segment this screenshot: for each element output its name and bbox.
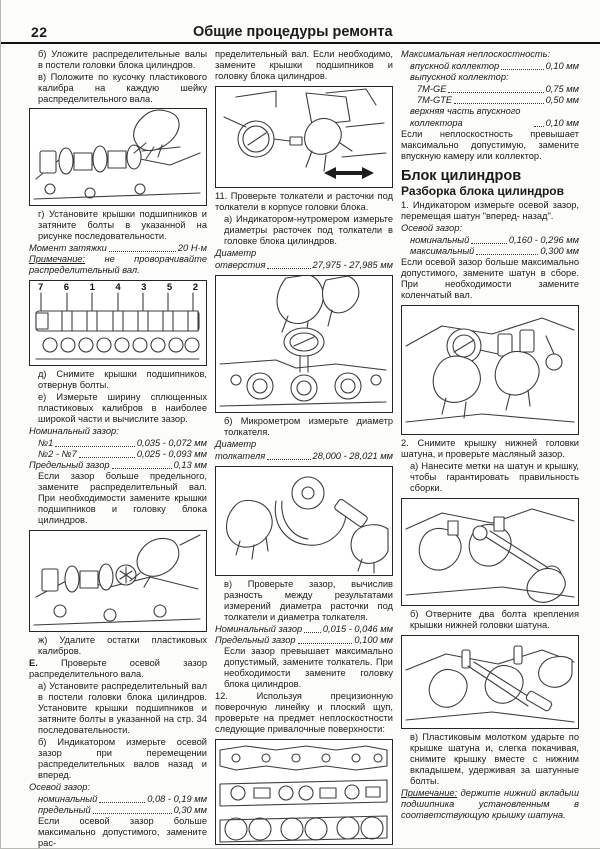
section-heading: Блок цилиндров [401, 167, 522, 184]
dotted-leader [267, 459, 310, 460]
paragraph: е) Измерьте ширину сплющенных пластиковых калибров в наиболее широкой части и вычислите зазор. [38, 391, 207, 424]
spec-heading: Максимальная неплоскостность: [401, 49, 551, 59]
paragraph: а) Нанесите метки на шатун и крышку, чтобы гарантировать правильность сборки. [410, 461, 579, 493]
illustration-remove-plastigage [29, 530, 207, 632]
paragraph: 11. Проверьте толкатели и расточки под толкатели в корпусе головки блока. [215, 190, 393, 212]
illustration-rod-endplay-measurement [401, 305, 579, 435]
paragraph: д) Снимите крышки подшипников, отвернув болты. [38, 368, 207, 390]
rod-dial-indicator-drawing [402, 306, 577, 434]
spec-row-torque: Момент затяжки 20 Н·м [29, 242, 207, 253]
paragraph: г) Установите крышки подшипников и затяните болты в указанной на рисунке последовательности. [38, 208, 207, 241]
spec-row: максимальный 0,300 мм [410, 246, 579, 257]
column-right [401, 49, 579, 849]
socket-wrench-drawing [402, 499, 577, 605]
spec-row: Предельный зазор 0,13 мм [29, 459, 207, 470]
spec-subheading: выпускной коллектор: [410, 72, 509, 83]
camshaft-top-view-drawing [30, 281, 205, 365]
spec-heading: Осевой зазор: [401, 222, 462, 233]
illustration-plastigage-on-camshaft [29, 108, 207, 206]
dotted-leader [99, 802, 145, 803]
spec-row: впускной коллектор 0,10 мм [410, 60, 579, 71]
spec-row: №1 0,035 - 0,072 мм [38, 437, 207, 448]
spec-row: 7M-GTE 0,50 мм [417, 95, 579, 106]
paragraph: пределительный вал. Если необходимо, замените крышки подшипников и головку блока цилиндров. [215, 49, 393, 81]
paragraph: Если неплоскостность превышает максимально допустимую, замените впускную камеру или коллектор. [401, 128, 579, 161]
bolt-sequence-numbers: 7 6 1 4 3 5 2 [38, 281, 198, 293]
dotted-leader [298, 643, 353, 644]
paragraph: б) Отверните два болта крепления крышки нижней головки шатуна. [410, 608, 579, 630]
illustration-bolt-tightening-sequence [29, 280, 207, 366]
dotted-leader [79, 457, 135, 458]
dotted-leader [267, 268, 310, 269]
dotted-leader [476, 254, 538, 255]
paragraph: в) Проверьте зазор, вычислив разность между результатами измерений диаметра расточки под толкатели и диаметра толкателя. [224, 578, 393, 622]
paragraph: Е. Проверьте осевой зазор распределительного вала. [29, 657, 207, 679]
paragraph: а) Установите распределительный вал в постели головки блока цилиндров. Установите крышки подшипников и затяните болты в указанной на стр. 34 последовательности. [38, 680, 207, 735]
spec-row: Номинальный зазор 0,015 - 0,046 мм [215, 623, 393, 634]
spec-row: №2 - №7 0,025 - 0,093 мм [38, 448, 207, 459]
spec-heading: Диаметр [215, 438, 257, 449]
illustration-bore-gauge-measurement [215, 275, 393, 413]
camshaft-hand-drawing [30, 109, 205, 205]
dotted-leader [93, 813, 172, 814]
spec-heading: Диаметр [215, 247, 257, 258]
spec-row: Предельный зазор 0,100 мм [215, 634, 393, 645]
dotted-leader [471, 243, 507, 244]
paragraph: в) Пластиковым молотком ударьте по крышке шатуна и, слегка покачивая, снимите крышку вместе с нижним вкладышем, удерживая за шатунные болты. [410, 731, 579, 786]
micrometer-drawing [216, 467, 391, 575]
page-number: 22 [31, 24, 48, 40]
paragraph: 2. Снимите крышку нижней головки шатуна, и проверьте масляный зазор. [401, 438, 579, 460]
illustration-remove-rod-cap [401, 635, 579, 729]
camshaft-removal-drawing [30, 531, 205, 631]
spec-row: верхняя часть впускного коллектора 0,10 мм [410, 106, 579, 128]
spec-row: предельный 0,30 мм [38, 804, 207, 815]
dial-indicator-drawing [216, 87, 391, 187]
illustration-camshaft-thrust-clearance [215, 86, 393, 188]
spec-row: отверстия 27,975 - 27,985 мм [215, 259, 393, 270]
paragraph: Если зазор больше предельного, замените распределительный вал. При необходимости замените крышки подшипников и головку блока цилиндров. [38, 471, 207, 525]
subsection-heading: Разборка блока цилиндров [401, 183, 564, 198]
spec-row: 7M-GE 0,75 мм [417, 84, 579, 95]
paragraph: 1. Индикатором измерьте осевой зазор, перемещая шатун "вперед- назад". [401, 200, 579, 221]
bore-gauge-drawing [216, 276, 391, 412]
note: Примечание: держите нижний вкладыш подшипника установленным в соответствующую крышку шатуна. [401, 787, 579, 820]
spec-row: толкателя 28,000 - 28,021 мм [215, 450, 393, 461]
dotted-leader [448, 92, 543, 93]
dotted-leader [534, 126, 544, 127]
column-middle [215, 49, 393, 849]
paragraph: 12. Используя прецизионную поверочную линейку и плоский щуп, проверьте на предмет неплоскостности следующие привалочные поверхности: [215, 691, 393, 734]
column-left [29, 49, 207, 849]
paragraph: Если осевой зазор больше максимально допустимого, замените рас- [38, 815, 207, 848]
rod-cap-removal-drawing [402, 636, 577, 728]
paragraph: Если осевой зазор больше максимально допустимого, замените шатун в сборе. При необходимости замените коленчатый вал. [401, 257, 579, 301]
spec-row: номинальный 0,160 - 0,296 мм [410, 234, 579, 245]
paragraph: в) Положите по кусочку пластикового калибра на каждую шейку распределительного вала. [38, 71, 207, 104]
paragraph: Если зазор превышает максимально допустимый, замените толкатель. При необходимости замените головку блока цилиндров. [224, 646, 393, 690]
page-header [1, 0, 600, 44]
illustration-manifold-mating-surfaces [215, 739, 393, 845]
illustration-loosen-rod-cap-bolts [401, 498, 579, 606]
dotted-leader [501, 69, 543, 70]
dotted-leader [304, 632, 321, 633]
illustration-micrometer-lifter [215, 466, 393, 576]
paragraph: а) Индикатором-нутромером измерьте диаметры расточек под толкатели в головке блока цилиндров. [224, 213, 393, 246]
paragraph: б) Уложите распределительные валы в постели головки блока цилиндров. [38, 49, 207, 70]
paragraph: б) Микрометром измерьте диаметр толкателя. [224, 415, 393, 437]
paragraph: ж) Удалите остатки пластиковых калибров. [38, 634, 207, 656]
spec-row: номинальный 0,08 - 0,19 мм [38, 793, 207, 804]
paragraph: б) Индикатором измерьте осевой зазор при перемещении распределительных валов назад и вперед. [38, 736, 207, 780]
content-columns [1, 44, 600, 849]
dotted-leader [454, 103, 543, 104]
dotted-leader [55, 446, 135, 447]
page-title: Общие процедуры ремонта [193, 24, 393, 40]
gasket-surfaces-drawing [216, 740, 391, 844]
note: Примечание: не проворачивайте распределительный вал. [29, 253, 207, 275]
dotted-leader [112, 468, 172, 469]
spec-heading: Номинальный зазор: [29, 425, 119, 436]
spec-heading: Осевой зазор: [29, 781, 90, 792]
dotted-leader [109, 251, 176, 252]
